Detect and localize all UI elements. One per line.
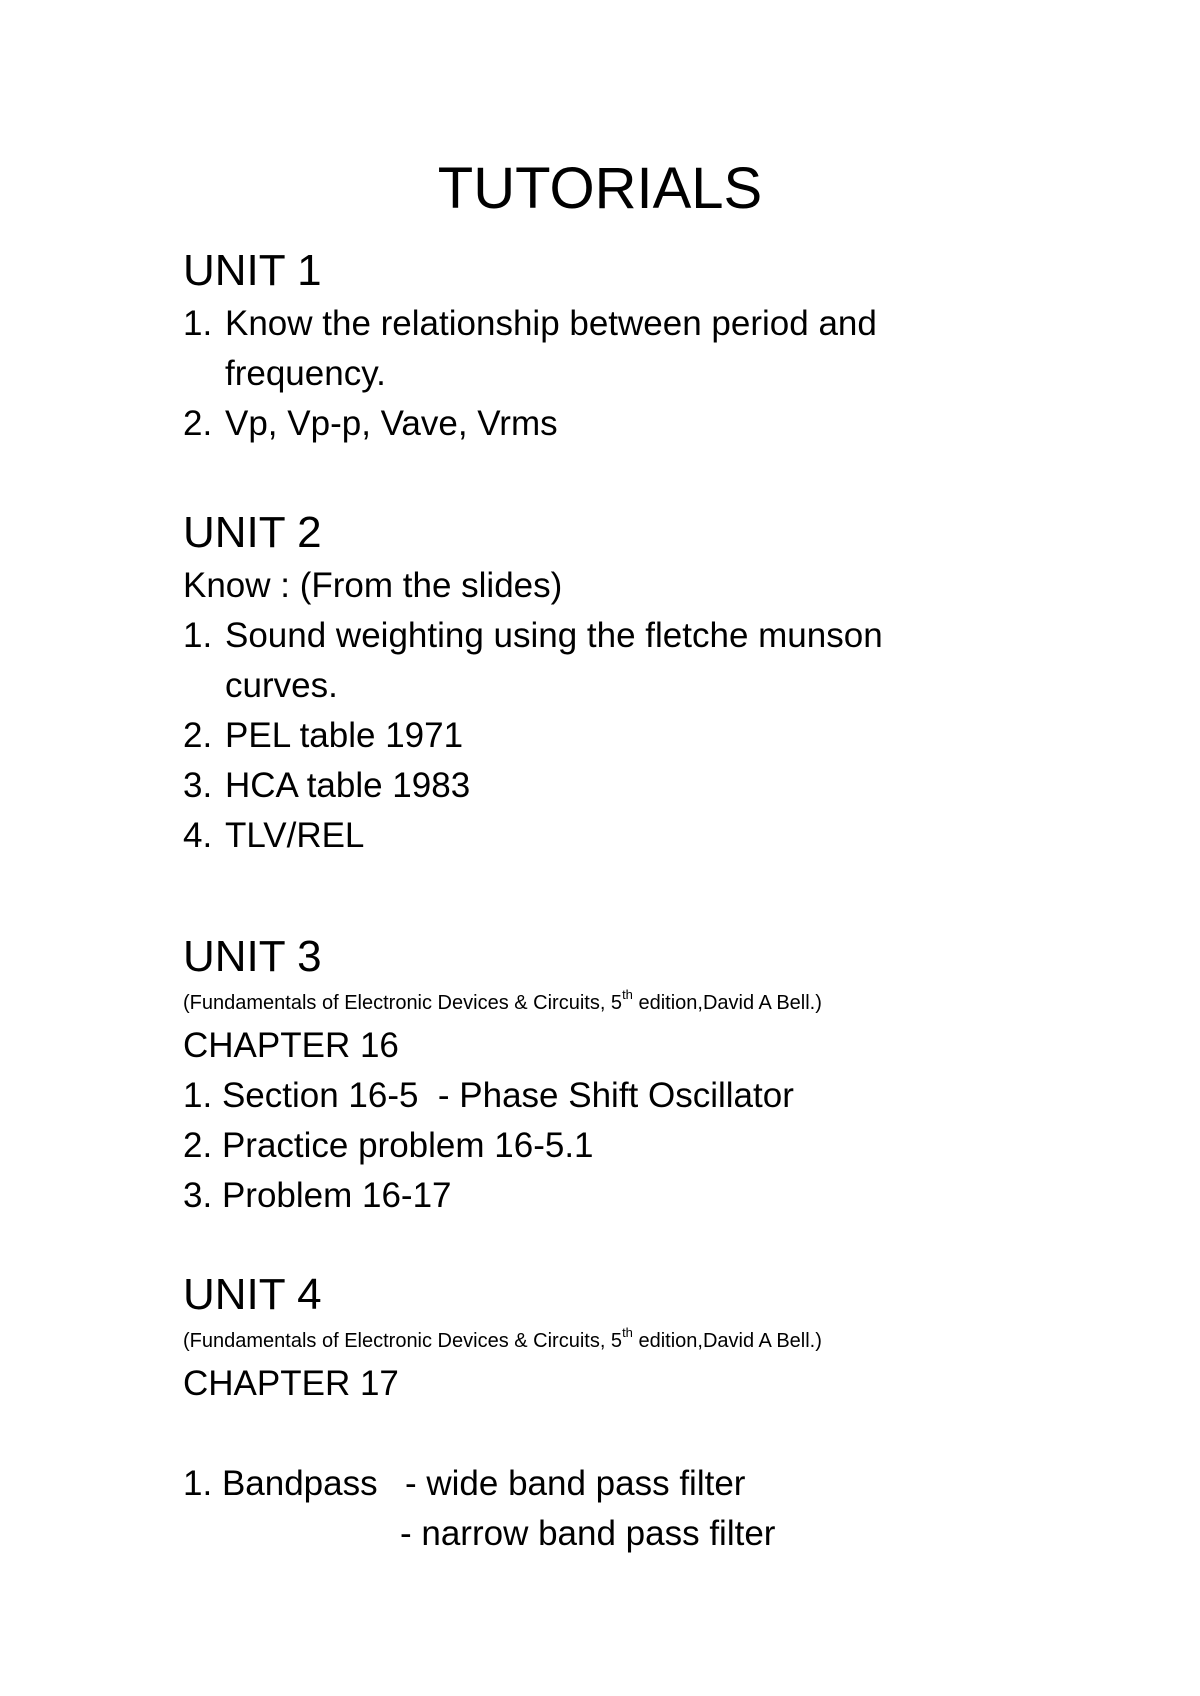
unit-4-item-1 [183, 1462, 378, 1506]
item-number: 1. [183, 304, 213, 343]
unit-3-item-2 [183, 1124, 594, 1168]
unit-4-heading: UNIT 4 [183, 1270, 322, 1319]
unit-2-item-3 [183, 764, 470, 808]
item-number: 3. [183, 766, 213, 805]
item-text: Vp, Vp-p, Vave, Vrms [225, 404, 558, 443]
unit-1-item-1 [183, 302, 877, 346]
item-text: Section 16-5 - Phase Shift Oscillator [221, 1076, 794, 1115]
unit-4-chapter: CHAPTER 17 [183, 1364, 399, 1403]
unit-3-item-1 [183, 1074, 794, 1118]
reference-superscript: th [622, 1325, 633, 1341]
unit-4-item-1-continuation: - narrow band pass filter [400, 1514, 776, 1553]
unit-2-item-2 [183, 714, 463, 758]
unit-2-item-1-continuation: curves. [225, 666, 338, 705]
item-text: PEL table 1971 [225, 716, 464, 755]
unit-1-item-1-continuation: frequency. [225, 354, 386, 393]
item-number: 1. [183, 616, 213, 655]
unit-3-chapter: CHAPTER 16 [183, 1026, 399, 1065]
reference-superscript: th [622, 987, 633, 1003]
item-label: Bandpass [221, 1464, 378, 1503]
item-text: Problem 16-17 [221, 1176, 452, 1215]
item-text: TLV/REL [225, 816, 365, 855]
item-text: Practice problem 16-5.1 [221, 1126, 594, 1165]
reference-text-end: edition,David A Bell.) [632, 992, 822, 1014]
unit-2-item-1 [183, 614, 883, 658]
item-text: Know the relationship between period and [225, 304, 877, 343]
unit-2-item-4 [183, 814, 364, 858]
item-number: 4. [183, 816, 213, 855]
item-number: 2. [183, 404, 213, 443]
page-title: TUTORIALS [437, 156, 763, 221]
unit-3-heading: UNIT 3 [183, 932, 322, 981]
item-number: 3. [183, 1176, 213, 1215]
unit-4-item-1-text: - wide band pass filter [405, 1464, 746, 1503]
item-number: 2. [183, 716, 213, 755]
item-number: 2. [183, 1126, 213, 1165]
item-number: 1. [183, 1464, 213, 1503]
unit-1-item-2 [183, 402, 558, 446]
unit-3-item-3 [183, 1174, 452, 1218]
unit-2-intro: Know : (From the slides) [183, 566, 563, 605]
reference-text: (Fundamentals of Electronic Devices & Circuits, 5 [183, 1330, 623, 1352]
unit-1-heading: UNIT 1 [183, 246, 322, 295]
unit-4-reference [183, 1325, 822, 1354]
item-text: Sound weighting using the fletche munson [225, 616, 883, 655]
item-number: 1. [183, 1076, 213, 1115]
item-text: HCA table 1983 [225, 766, 471, 805]
reference-text-end: edition,David A Bell.) [632, 1330, 822, 1352]
reference-text: (Fundamentals of Electronic Devices & Circuits, 5 [183, 992, 623, 1014]
unit-3-reference [183, 987, 822, 1016]
unit-2-heading: UNIT 2 [183, 508, 322, 557]
